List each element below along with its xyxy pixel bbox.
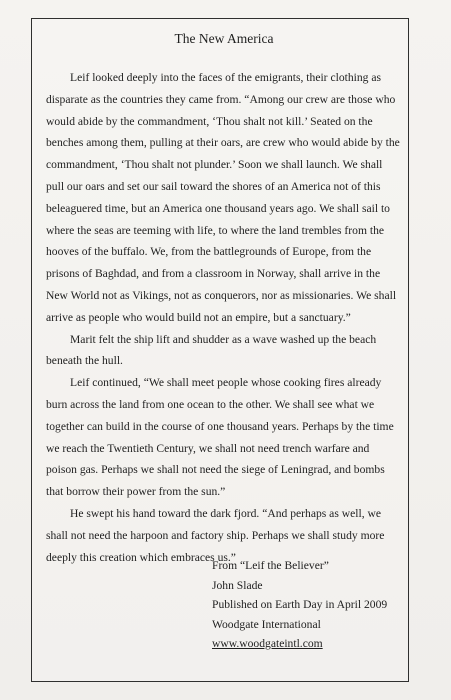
website-link[interactable]: www.woodgateintl.com: [212, 637, 323, 650]
paragraph-1: Leif looked deeply into the faces of the emigrants, their clothing as disparate as the countries they came from. “Among our crew are those who would abide by the commandment, ‘Thou shalt not kill.’ Seated on the benches among them, pulling at their oars, are crew who would abide by the commandment, ‘Thou shalt not plunder.’ Soon we shall launch. We shall pull our oars and set our sail toward the shores of an America not of this beleaguered time, but an America one thousand years ago. We shall sail to where the seas are teeming with life, to where the land trembles from the hooves of the buffalo. We, from the battlegrounds of Europe, from the prisons of Baghdad, and from a classroom in Norway, shall arrive in the New World not as Vikings, not as conquerors, nor as missionaries. We shall arrive as people who would build not an empire, but a sanctuary.”: [46, 71, 400, 324]
credits-author: John Slade: [212, 578, 263, 592]
page-title: The New America: [174, 31, 274, 46]
credits-block: [212, 556, 392, 654]
credits-publisher: Woodgate International: [212, 617, 321, 631]
credits-source: From “Leif the Believer”: [212, 559, 329, 572]
paragraph-4: He swept his hand toward the dark fjord. “And perhaps as well, we shall not need the harpoon and factory ship. Perhaps we shall study more deeply this creation which embraces us.”: [46, 506, 385, 564]
story-content: [46, 30, 402, 568]
credits-published: Published on Earth Day in April 2009: [212, 598, 388, 611]
paragraph-3: Leif continued, “We shall meet people whose cooking fires already burn across the land from one ocean to the other. We shall see what we together can build in the course of one thousand years. Perhaps by the time we reach the Twentieth Century, we shall not need trench warfare and poison gas. Perhaps we shall not need the siege of Leningrad, and bombs that borrow their power from the sun.”: [46, 376, 394, 499]
paragraph-2: Marit felt the ship lift and shudder as a wave washed up the beach beneath the hull.: [46, 332, 377, 368]
